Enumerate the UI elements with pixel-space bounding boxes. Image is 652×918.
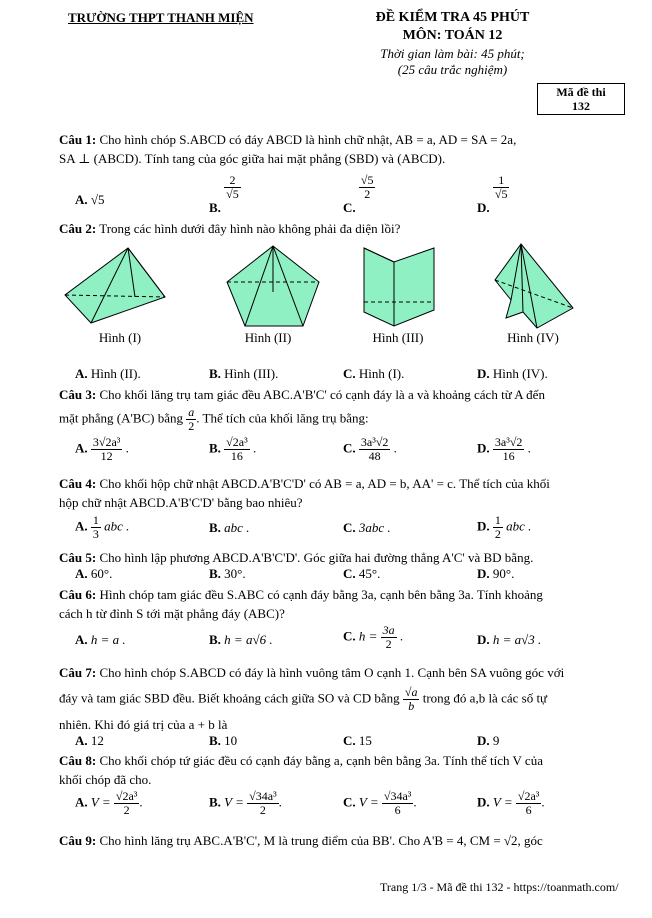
q5-a-label: A. (75, 566, 88, 581)
q6-d-value: h = a√3 . (492, 632, 542, 647)
page-footer: Trang 1/3 - Mã đề thi 132 - https://toanmath.com/ (380, 880, 619, 894)
q6-b-label: B. (209, 632, 221, 647)
q4-number: Câu 4: (59, 476, 97, 491)
q8-a-label: A. (75, 794, 88, 810)
q3-b-fraction (224, 436, 250, 463)
q5-option-d[interactable] (477, 566, 514, 582)
q8-a-fraction (114, 790, 140, 817)
q7-b-value: 10 (224, 733, 238, 748)
q7-frac-num: √a (404, 685, 418, 699)
q7-number: Câu 7: (59, 665, 97, 680)
figure-1-caption: Hình (I) (98, 330, 142, 345)
q6-c-num: 3a (382, 623, 395, 637)
q5-a-value: 60°. (90, 566, 113, 581)
q4-c-label: C. (343, 520, 356, 535)
q4-d-label: D. (477, 518, 490, 534)
q4-line1: Cho khối hộp chữ nhật ABCD.A'B'C'D' có AB = a, AD = b, AA' = c. Thể tích của khối (99, 476, 550, 491)
q3-a-label: A. (75, 440, 88, 456)
question-1 (59, 130, 624, 168)
q6-c-label: C. (343, 628, 356, 644)
q8-line2: khối chóp đã cho. (59, 772, 152, 787)
q1-b-fraction (224, 174, 241, 201)
q1-d-num: 1 (493, 174, 510, 188)
q4-option-c[interactable] (343, 520, 391, 536)
q8-b-label: B. (209, 794, 221, 810)
q4-option-d[interactable] (477, 514, 531, 541)
q3-c-den: 48 (368, 449, 381, 463)
q5-d-value: 90°. (492, 566, 515, 581)
q4-a-tail: abc . (104, 518, 130, 534)
q8-d-prefix: V = (492, 794, 513, 810)
question-4 (59, 474, 624, 512)
q1-option-b[interactable] (209, 173, 241, 216)
q8-a-num: √2a³ (115, 789, 138, 803)
q6-option-a[interactable] (75, 632, 126, 648)
question-6 (59, 585, 624, 623)
q5-d-label: D. (477, 566, 490, 581)
q4-a-label: A. (75, 518, 88, 534)
q3-c-num: 3a³√2 (360, 435, 389, 449)
figure-4-nonconvex (495, 244, 573, 328)
q2-c-value: Hình (I). (358, 366, 405, 381)
question-8 (59, 751, 624, 789)
q8-b-prefix: V = (224, 794, 244, 810)
q4-a-fraction (91, 514, 101, 541)
q6-c-prefix: h = (358, 628, 378, 644)
q2-option-a[interactable] (75, 366, 141, 382)
question-5 (59, 548, 624, 567)
q6-option-b[interactable] (209, 632, 273, 648)
q7-c-value: 15 (358, 733, 372, 748)
q8-b-den: 2 (259, 803, 266, 817)
q7-a-label: A. (75, 733, 88, 748)
q8-c-prefix: V = (358, 794, 379, 810)
exam-title: ĐỀ KIỂM TRA 45 PHÚT (375, 10, 530, 25)
q4-b-label: B. (209, 520, 221, 535)
q4-d-fraction (493, 514, 503, 541)
q3-option-b[interactable]: B. $\frac{\text{√2a³}}{16}$ . (209, 435, 257, 463)
q1-option-d[interactable] (477, 173, 509, 216)
q5-option-b[interactable] (209, 566, 246, 582)
q9-number: Câu 9: (59, 833, 97, 848)
q3-d-num: 3a³√2 (494, 435, 523, 449)
figure-3-caption: Hình (III) (372, 330, 424, 345)
q2-a-label: A. (75, 366, 88, 381)
exam-subject: MÔN: TOÁN 12 (402, 28, 503, 43)
q8-d-den: 6 (525, 803, 532, 817)
q1-d-label: D. (477, 200, 490, 216)
q1-c-den: 2 (364, 187, 371, 201)
q3-line2b: . Thể tích của khối lăng trụ bằng: (196, 410, 369, 426)
q7-line1: Cho hình chóp S.ABCD có đáy là hình vuông tâm O cạnh 1. Cạnh bên SA vuông góc với (99, 665, 565, 680)
q6-c-den: 2 (385, 637, 392, 651)
q2-option-c[interactable] (343, 366, 404, 382)
exam-code-label: Mã đề thi (556, 85, 606, 99)
q6-line1: Hình chóp tam giác đều S.ABC có cạnh đáy bằng 3a, cạnh bên bằng 3a. Tính khoảng (99, 587, 543, 602)
figure-3-prism (364, 248, 434, 326)
q1-b-num: 2 (224, 174, 241, 188)
exam-code-box (537, 83, 625, 115)
q8-b-fraction (247, 790, 279, 817)
q1-option-c[interactable] (343, 173, 375, 216)
exam-time: Thời gian làm bài: 45 phút; (380, 46, 525, 61)
q7-b-label: B. (209, 733, 221, 748)
q6-c-fraction (381, 624, 397, 651)
q2-b-value: Hình (III). (224, 366, 279, 381)
q1-d-fraction (493, 174, 510, 201)
q2-c-label: C. (343, 366, 356, 381)
q8-a-den: 2 (123, 803, 130, 817)
figure-2-polyhedron (227, 246, 319, 326)
q2-b-label: B. (209, 366, 221, 381)
q6-option-d[interactable] (477, 632, 541, 648)
q5-text: Cho hình lập phương ABCD.A'B'C'D'. Góc giữa hai đường thẳng A'C' và BD bằng. (99, 550, 534, 565)
question-7-line3 (59, 715, 624, 734)
q5-option-c[interactable] (343, 566, 380, 582)
q3-option-a[interactable]: A. $\frac{\text{3√2a³}}{12}$ . (75, 435, 129, 463)
q1-c-num: √5 (360, 173, 374, 187)
q8-c-label: C. (343, 794, 356, 810)
q6-a-label: A. (75, 632, 88, 647)
figure-1-pyramid (65, 248, 165, 323)
q3-line1: Cho khối lăng trụ tam giác đều ABC.A'B'C' có cạnh đáy là a và khoảng cách từ A đến (99, 387, 545, 402)
q3-number: Câu 3: (59, 387, 97, 402)
q2-option-d[interactable] (477, 366, 548, 382)
q8-b-num: √34a³ (249, 789, 277, 803)
q8-d-label: D. (477, 794, 490, 810)
q4-line2: hộp chữ nhật ABCD.A'B'C'D' bằng bao nhiêu? (59, 495, 303, 510)
q7-a-value: 12 (90, 733, 104, 748)
q5-b-label: B. (209, 566, 221, 581)
q6-a-value: h = a . (90, 632, 126, 647)
q8-d-num: √2a³ (517, 789, 540, 803)
q7-line2a: đáy và tam giác SBD đều. Biết khoảng cách giữa SO và CD bằng (59, 690, 400, 706)
q5-option-a[interactable] (75, 566, 112, 582)
q7-frac-den: b (408, 699, 415, 713)
q7-option-c[interactable] (343, 733, 372, 749)
q4-a-den: 3 (92, 527, 99, 541)
q1-a-label: A. (75, 192, 88, 207)
q4-b-value: abc . (224, 520, 250, 535)
q4-d-num: 1 (494, 513, 501, 527)
q7-fraction (403, 686, 420, 713)
q3-d-fraction (493, 436, 525, 463)
q6-line2: cách h từ đỉnh S tới mặt phẳng đáy (ABC)? (59, 606, 285, 621)
q8-a-prefix: V = (90, 794, 111, 810)
q7-d-value: 9 (492, 733, 500, 748)
q1-number: Câu 1: (59, 132, 97, 147)
q4-c-value: 3abc . (358, 520, 391, 535)
q2-figures (55, 240, 630, 340)
q3-frac-den: 2 (188, 419, 195, 433)
q7-c-label: C. (343, 733, 356, 748)
q9-text: Cho hình lăng trụ ABC.A'B'C', M là trung điểm của BB'. Cho A'B = 4, CM = √2, góc (99, 833, 543, 848)
q4-option-b[interactable] (209, 520, 249, 536)
q8-c-fraction (382, 790, 414, 817)
q7-line2b: trong đó a,b là các số tự (422, 690, 548, 706)
q1-line1: Cho hình chóp S.ABCD có đáy ABCD là hình chữ nhật, AB = a, AD = SA = 2a, (99, 132, 517, 147)
question-count: (25 câu trắc nghiệm) (397, 62, 508, 77)
q4-d-den: 2 (494, 527, 501, 541)
q8-c-num: √34a³ (383, 789, 412, 803)
q3-b-label: B. (209, 440, 221, 456)
q5-b-value: 30°. (224, 566, 246, 581)
question-9 (59, 831, 624, 850)
q7-option-d[interactable] (477, 733, 499, 749)
q6-d-label: D. (477, 632, 490, 647)
q4-a-num: 1 (92, 513, 99, 527)
q6-option-c[interactable]: C. h = $\frac{3a}{2}$ . (343, 623, 404, 651)
q8-line1: Cho khối chóp tứ giác đều có cạnh đáy bằng a, cạnh bên bằng 3a. Tính thể tích V của (99, 753, 543, 768)
q1-c-label: C. (343, 200, 356, 216)
q1-line2: SA ⊥ (ABCD). Tính tang của góc giữa hai mặt phẳng (SBD) và (ABCD). (59, 151, 446, 166)
question-7-line2 (59, 686, 624, 713)
q3-c-fraction (359, 436, 391, 463)
q3-a-num: 3√2a³ (92, 435, 121, 449)
q3-b-num: √2a³ (226, 435, 248, 449)
q2-number: Câu 2: (59, 221, 97, 236)
q8-d-fraction (516, 790, 542, 817)
q3-option-c[interactable]: C. $\frac{\text{3a³√2}}{48}$ . (343, 435, 397, 463)
q3-d-label: D. (477, 440, 490, 456)
q3-line2a: mặt phẳng (A'BC) bằng (59, 410, 184, 426)
question-7 (59, 663, 624, 682)
q2-d-value: Hình (IV). (492, 366, 548, 381)
q3-fraction (186, 406, 196, 433)
q4-d-tail: abc . (506, 518, 532, 534)
q3-d-den: 16 (502, 449, 515, 463)
question-2 (59, 219, 624, 238)
q8-option-c[interactable]: C. V = $\frac{\text{√34a³}}{6}$ . (343, 789, 417, 817)
q2-option-b[interactable] (209, 366, 278, 382)
q8-c-den: 6 (394, 803, 401, 817)
q5-number: Câu 5: (59, 550, 97, 565)
q8-option-b[interactable]: B. V = $\frac{\text{√34a³}}{2}$ . (209, 789, 282, 817)
q7-option-a[interactable] (75, 733, 104, 749)
q1-b-label: B. (209, 200, 221, 216)
q3-c-label: C. (343, 440, 356, 456)
q7-option-b[interactable] (209, 733, 237, 749)
question-3-line2 (59, 406, 624, 433)
q3-b-den: 16 (230, 449, 243, 463)
q3-a-den: 12 (100, 449, 113, 463)
figure-4-caption: Hình (IV) (507, 330, 559, 345)
q1-d-den: √5 (494, 187, 508, 201)
q7-d-label: D. (477, 733, 490, 748)
q6-number: Câu 6: (59, 587, 97, 602)
q1-option-a[interactable] (75, 192, 105, 208)
q6-b-value: h = a√6 . (224, 632, 273, 647)
q1-a-value: √5 (90, 192, 105, 207)
q8-option-d[interactable]: D. V = $\frac{\text{√2a³}}{6}$ . (477, 789, 545, 817)
figure-2-caption: Hình (II) (244, 330, 292, 345)
q3-frac-num: a (188, 405, 195, 419)
q8-option-a[interactable]: A. V = $\frac{\text{√2a³}}{2}$ . (75, 789, 143, 817)
q2-a-value: Hình (II). (90, 366, 141, 381)
q1-b-den: √5 (226, 187, 239, 201)
q5-c-label: C. (343, 566, 356, 581)
q3-option-d[interactable]: D. $\frac{\text{3a³√2}}{16}$ . (477, 435, 531, 463)
q4-option-a[interactable] (75, 514, 129, 541)
q7-line3: nhiên. Khi đó giá trị của a + b là (59, 717, 228, 732)
school-name: TRƯỜNG THPT THANH MIỆN (68, 10, 254, 25)
q2-d-label: D. (477, 366, 490, 381)
q3-a-fraction (91, 436, 123, 463)
question-3 (59, 385, 624, 404)
q1-c-fraction (359, 174, 376, 201)
q2-text: Trong các hình dưới đây hình nào không phải đa diện lồi? (99, 221, 401, 236)
q5-c-value: 45°. (358, 566, 381, 581)
exam-code-value: 132 (572, 99, 590, 113)
q8-number: Câu 8: (59, 753, 97, 768)
